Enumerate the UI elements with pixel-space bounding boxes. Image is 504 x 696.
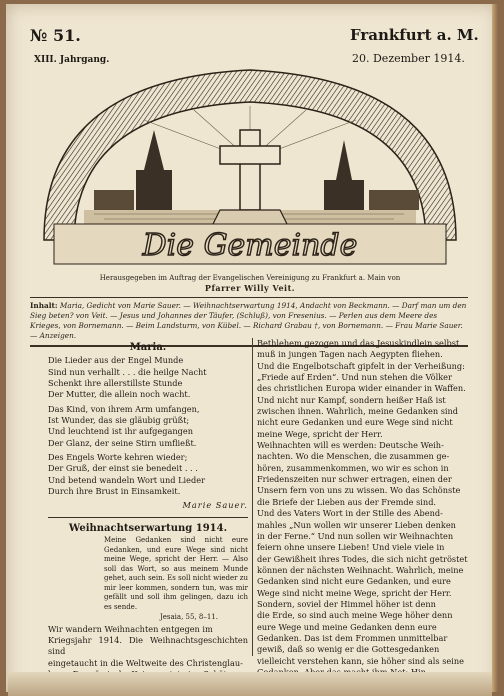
date-label: 20. Dezember 1914. (352, 52, 465, 65)
poem-line: Sind nun verhallt . . . die heilge Nacht (48, 366, 207, 377)
poem-body (48, 355, 248, 497)
volume-label: XIII. Jahrgang. (34, 55, 110, 65)
text-line: Gedanken. Das ist dem Frommen unmittelbar (257, 632, 448, 643)
text-line: Und nicht nur Kampf, sondern heißer Haß ist (257, 394, 446, 405)
publisher-text: Herausgegeben im Auftrag der Evangelischen Vereinigung zu Frankfurt a. Main von (99, 274, 401, 282)
right-column (257, 338, 469, 690)
text-line: Wir wandern Weihnachten entgegen im (48, 623, 213, 634)
poem-line: Die Lieder aus der Engel Munde (48, 355, 184, 366)
toc-text: Maria, Gedicht von Marie Sauer. — Weihnachtserwartung 1914, Andacht von Beckmann. — Darf man um den Sieg beten? von Veit. — Jesus und Johannes der Täufer, (Schluß), von Fresenius. — Perlen aus dem Meere des Krieges, von Bornemann. — Beim Landsturm, von Kübel. — Richard Grabau †, von Bornemann. — Frau Marie Sauer. — Anzeigen. (30, 301, 467, 340)
text-line: hören, zusammenkommen, wo wir es schon in (257, 462, 449, 473)
poem-author: Marie Sauer. (182, 500, 248, 511)
text-line: gewiß, daß so wenig er die Gottesgedanken (257, 644, 440, 655)
text-line: vielleicht verstehen kann, sie höher sind als seine (257, 655, 464, 666)
poem-title: Maria. (129, 342, 167, 353)
article-title: Weihnachtserwartung 1914. (68, 522, 228, 534)
text-line: Unsern fern von uns zu wissen. Wo das Schönste (257, 485, 461, 496)
text-line: können der nächsten Weihnacht. Wahrlich, meine (257, 564, 464, 575)
column-divider (252, 338, 253, 656)
text-line: nachten. Wo die Menschen, die zusammen ge- (257, 451, 450, 462)
poem-stanza (48, 452, 248, 497)
city-label: Frankfurt a. M. (350, 26, 479, 44)
section-rule (48, 517, 248, 518)
masthead-title: Die Gemeinde (142, 228, 358, 263)
poem-stanza (48, 355, 248, 400)
poem-line: Des Engels Worte kehren wieder; (48, 452, 188, 463)
motto-citation: Jesaia, 55, 8–11. (159, 613, 218, 622)
text-line: Und des Vaters Wort in der Stille des Abend- (257, 508, 443, 519)
text-line: Weihnachten will es werden: Deutsche Weih- (257, 440, 444, 451)
text-line: Kriegsjahr 1914. Die Weihnachtsgeschichten sind (48, 634, 248, 657)
text-line: eingetaucht in die Weltweite des Christenglau- (48, 657, 243, 668)
text-line: Bethlehem gezogen und das Jesuskindlein selbst (257, 338, 460, 348)
text-line: Wege sind nicht meine Wege, spricht der Herr. (257, 587, 452, 598)
poem-line: Schenkt ihre allerstillste Stunde (48, 378, 183, 389)
text-line: Gedanken sind nicht eure Gedanken, und eure (257, 576, 451, 587)
editor-name: Pfarrer Willy Veit. (204, 283, 296, 293)
poem-line: Und leuchtend ist ihr aufgegangen (48, 426, 194, 437)
page-edge (492, 4, 498, 692)
left-column (48, 338, 248, 692)
text-line: zwischen ihnen. Wahrlich, meine Gedanken sind (257, 406, 459, 417)
masthead-illustration (24, 40, 476, 272)
publisher-line (50, 273, 450, 294)
poem-line: Der Gruß, der einst sie benedeit . . . (48, 463, 198, 474)
text-line: muß in jungen Tagen nach Aegypten fliehen. (257, 349, 443, 360)
article-motto: Meine Gedanken sind nicht eure Gedanken, und eure Wege sind nicht meine Wege, spricht der Herr. — Also soll das Wort, so aus meinem Munde gehet, auch sein. Es soll nicht wieder zu mir leer kommen, sondern tun, was mir gefällt und soll ihm gelingen, dazu ich es sende. (104, 536, 248, 611)
poem-line: Durch ihre Brust in Einsamkeit. (48, 486, 181, 497)
text-line: feiern ohne unsere Lieben! Und viele viele in (257, 542, 445, 553)
page-bottom-shadow (8, 672, 492, 696)
text-line: Friedenszeiten nur schwer ertragen, einen der (257, 474, 452, 485)
text-line: mahles „Nun wollen wir unserer Lieben denken (257, 519, 456, 530)
text-line: Sondern, soviel der Himmel höher ist denn (257, 598, 436, 609)
poem-line: Ist Wunder, das sie gläubig grüßt; (48, 415, 190, 426)
poem-line: Der Glanz, der seine Stirn umfließt. (48, 437, 197, 448)
toc-label: Inhalt: (30, 301, 58, 310)
poem-stanza (48, 404, 248, 449)
text-line: eure Wege und meine Gedanken denn eure (257, 621, 437, 632)
poem-line: Das Kind, von ihrem Arm umfangen, (48, 403, 200, 414)
text-line: „Friede auf Erden“. Und nun stehen die Völker (257, 372, 452, 383)
text-line: die Erde, so sind auch meine Wege höher denn (257, 610, 453, 621)
issue-number: № 51. (30, 26, 81, 45)
poem-line: Der Mutter, die allein noch wacht. (48, 389, 191, 400)
poem-line: Und betend wandeln Wort und Lieder (48, 474, 205, 485)
text-line: der Gewißheit ihres Todes, die sich nicht getröstet (257, 553, 468, 564)
text-line: des christlichen Europa wider einander in Waffen. (257, 383, 466, 394)
text-line: meine Wege, spricht der Herr. (257, 428, 383, 439)
text-line: in der Ferne.“ Und nun sollen wir Weihnachten (257, 530, 454, 541)
text-line: die Briefe der Lieben aus der Fremde sind. (257, 496, 437, 507)
text-line: Und die Engelbotschaft gipfelt in der Verheißung: (257, 360, 465, 371)
text-line: nicht eure Gedanken und eure Wege sind nicht (257, 417, 453, 428)
